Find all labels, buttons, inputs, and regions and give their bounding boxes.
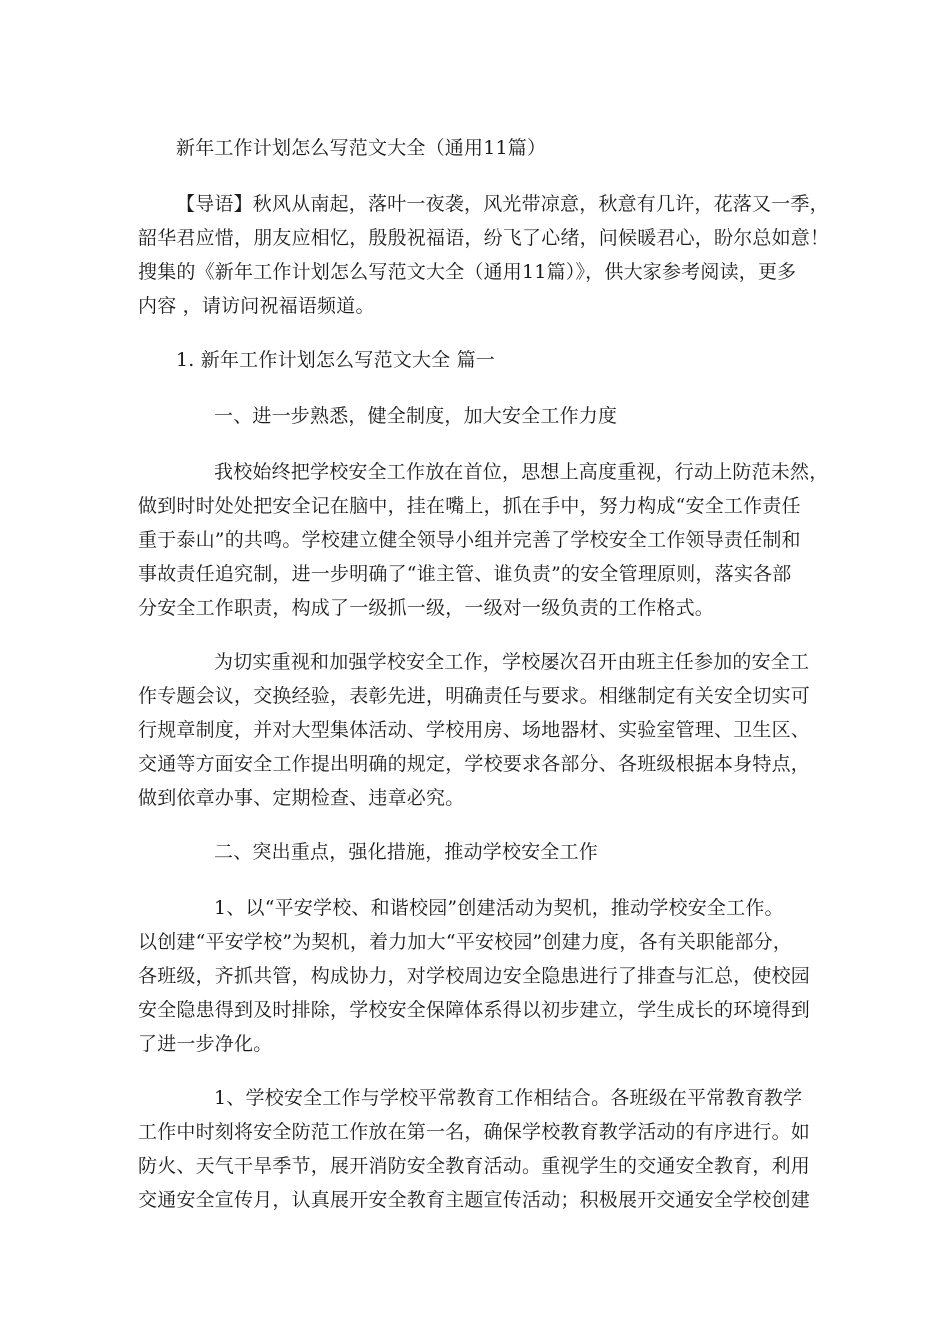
paragraph-line: 事故责任追究制，进一步明确了“谁主管、谁负责”的安全管理原则，落实各部 — [138, 563, 792, 585]
paragraph-line: 了进一步净化。 — [138, 1033, 273, 1055]
paragraph-line: 工作中时刻将安全防范工作放在第一名，确保学校教育教学活动的有序进行。如 — [138, 1121, 811, 1143]
intro-line: 【导语】秋风从南起，落叶一夜袭，风光带凉意，秋意有几许，花落又一季， — [176, 193, 829, 215]
section-heading: 1. 新年工作计划怎么写范文大全 篇一 — [176, 349, 496, 371]
paragraph-line: 1、以“平安学校、和谐校园”创建活动为契机，推动学校安全工作。 — [214, 897, 784, 919]
paragraph-line: 以创建“平安学校”为契机，着力加大“平安校园”创建力度，各有关职能部分， — [138, 931, 793, 953]
document-title: 新年工作计划怎么写范文大全（通用11篇） — [176, 137, 547, 159]
paragraph-line: 1、学校安全工作与学校平常教育工作相结合。各班级在平常教育教学 — [214, 1087, 803, 1109]
paragraph-line: 防火、天气干旱季节，展开消防安全教育活动。重视学生的交通安全教育，利用 — [138, 1155, 811, 1177]
paragraph-line: 做到依章办事、定期检查、违章必究。 — [138, 787, 465, 809]
paragraph-line: 各班级，齐抓共管，构成协力，对学校周边安全隐患进行了排查与汇总，使校园 — [138, 965, 811, 987]
paragraph-line: 做到时时处处把安全记在脑中，挂在嘴上，抓在手中，努力构成“安全工作责任 — [138, 495, 801, 517]
paragraph-line: 安全隐患得到及时排除，学校安全保障体系得以初步建立，学生成长的环境得到 — [138, 999, 811, 1021]
sub-heading: 一、进一步熟悉，健全制度，加大安全工作力度 — [214, 405, 618, 427]
paragraph-line: 为切实重视和加强学校安全工作，学校屡次召开由班主任参加的安全工 — [214, 651, 810, 673]
paragraph-line: 交通等方面安全工作提出明确的规定，学校要求各部分、各班级根据本身特点， — [138, 753, 811, 775]
paragraph-line: 作专题会议，交换经验，表彰先进，明确责任与要求。相继制定有关安全切实可 — [138, 685, 811, 707]
paragraph-line: 重于泰山”的共鸣。学校建立健全领导小组并完善了学校安全工作领导责任制和 — [138, 529, 801, 551]
intro-line: 搜集的《新年工作计划怎么写范文大全（通用11篇）》，供大家参考阅读，更多 — [138, 261, 797, 283]
paragraph-line: 行规章制度，并对大型集体活动、学校用房、场地器材、实验室管理、卫生区、 — [138, 719, 811, 741]
intro-line: 内容 ，请访问祝福语频道。 — [138, 295, 375, 317]
intro-line: 韶华君应惜，朋友应相忆，殷殷祝福语，纷飞了心绪，问候暖君心，盼尔总如意！ — [138, 227, 830, 249]
sub-heading: 二、突出重点，强化措施，推动学校安全工作 — [214, 841, 599, 863]
paragraph-line: 交通安全宣传月，认真展开安全教育主题宣传活动；积极展开交通安全学校创建 — [138, 1189, 811, 1211]
paragraph-line: 我校始终把学校安全工作放在首位，思想上高度重视，行动上防范未然， — [214, 461, 829, 483]
paragraph-line: 分安全工作职责，构成了一级抓一级，一级对一级负责的工作格式。 — [138, 597, 715, 619]
